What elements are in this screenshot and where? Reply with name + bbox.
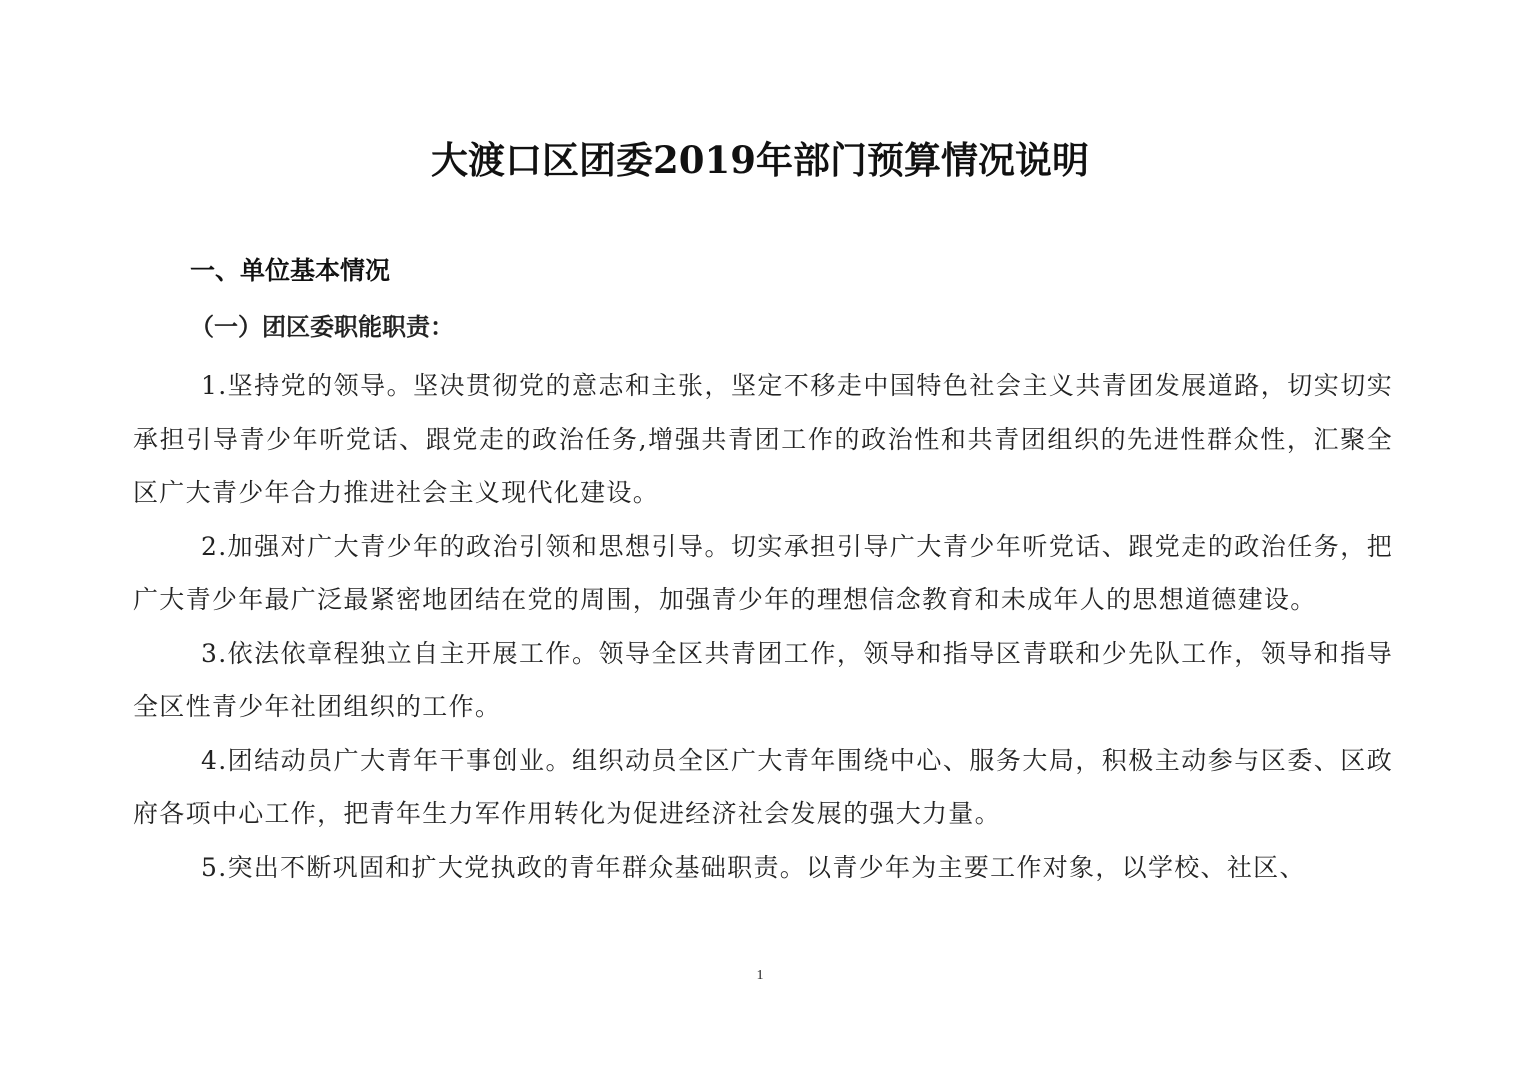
page-number: 1: [756, 968, 764, 983]
section-heading-unit-basics: 一、单位基本情况: [190, 256, 391, 285]
subsection-heading-duties: （一）团区委职能职责：: [190, 312, 454, 341]
document-title: 大渡口区团委2019年部门预算情况说明: [431, 138, 1089, 182]
paragraph-duty-1: 1.坚持党的领导。坚决贯彻党的意志和主张，坚定不移走中国特色社会主义共青团发展道路，切实切实承担引导青少年听党话、跟党走的政治任务,增强共青团工作的政治性和共青团组织的先进性群众性，汇聚全区广大青少年合力推进社会主义现代化建设。: [133, 371, 1393, 507]
document-body: [133, 359, 1393, 894]
paragraph-duty-3: 3.依法依章程独立自主开展工作。领导全区共青团工作，领导和指导区青联和少先队工作，领导和指导全区性青少年社团组织的工作。: [133, 638, 1393, 721]
paragraph-duty-5: 5.突出不断巩固和扩大党执政的青年群众基础职责。以青少年为主要工作对象，以学校、社区、: [201, 852, 1306, 882]
paragraph-duty-2: 2.加强对广大青少年的政治引领和思想引导。切实承担引导广大青少年听党话、跟党走的政治任务，把广大青少年最广泛最紧密地团结在党的周围，加强青少年的理想信念教育和未成年人的思想道德建设。: [133, 531, 1393, 614]
paragraph-duty-4: 4.团结动员广大青年干事创业。组织动员全区广大青年围绕中心、服务大局，积极主动参与区委、区政府各项中心工作，把青年生力军作用转化为促进经济社会发展的强大力量。: [133, 745, 1393, 828]
